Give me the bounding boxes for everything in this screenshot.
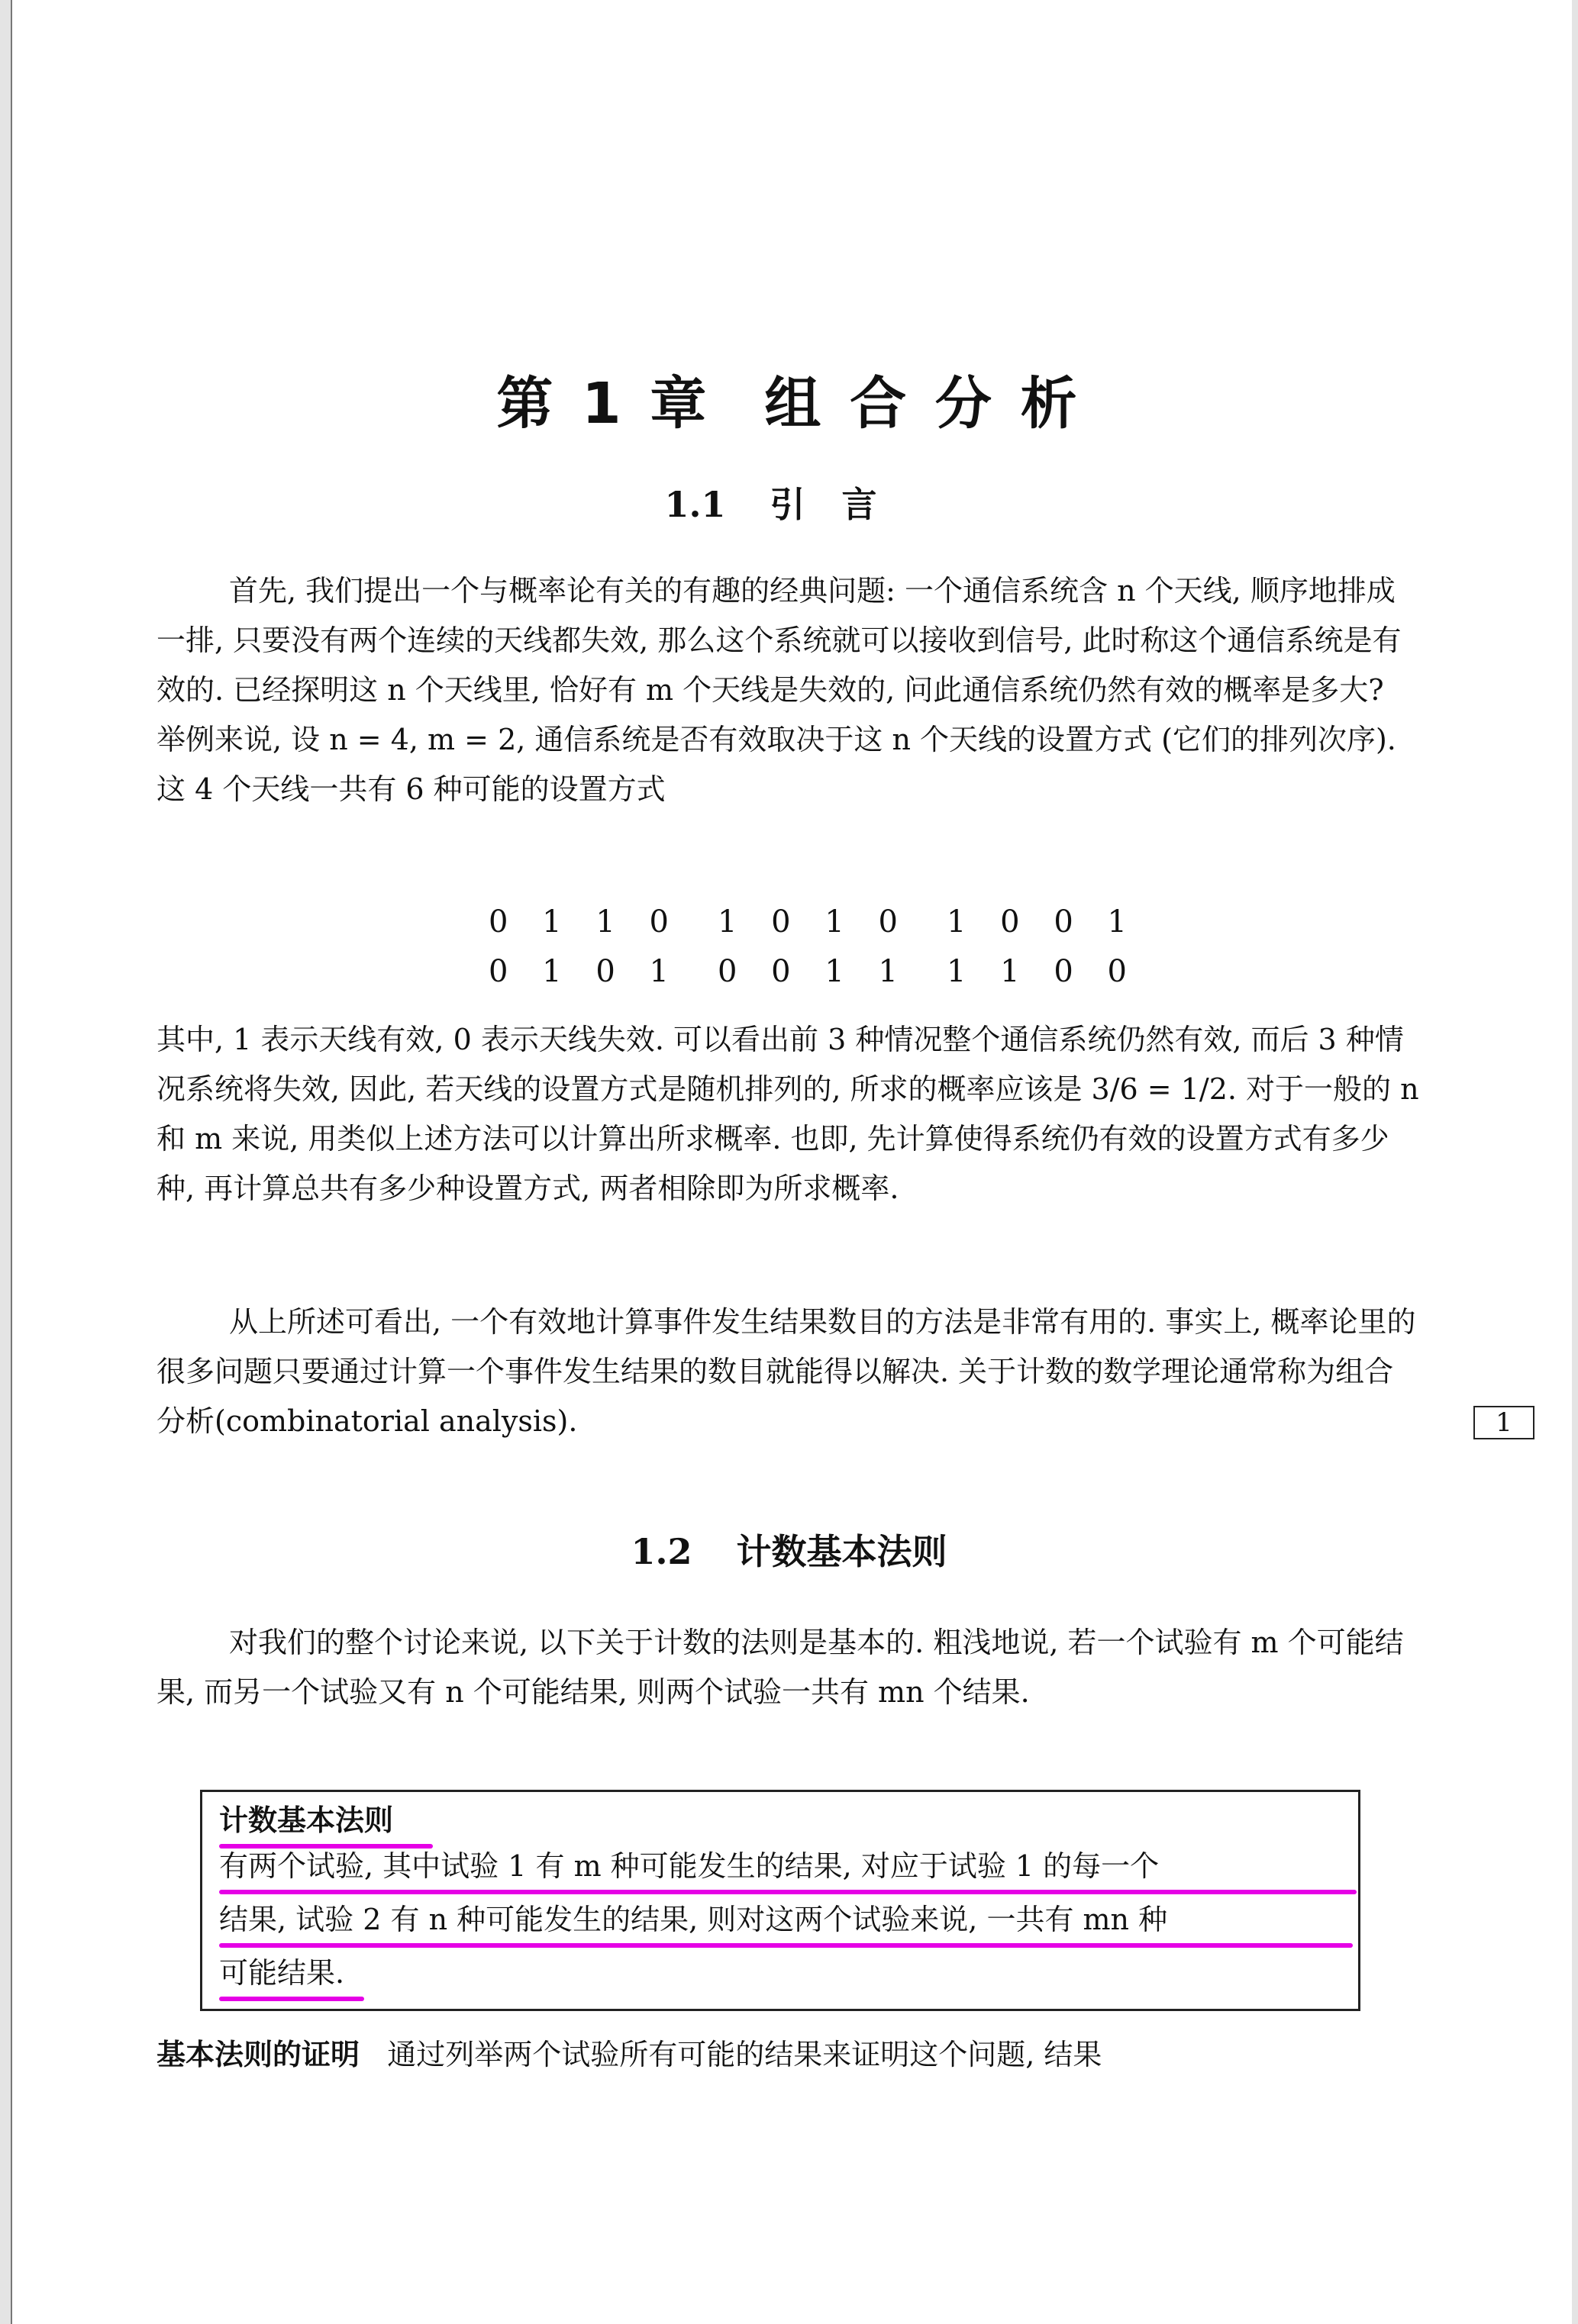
arrangement-cell: 1 0 1 0 — [718, 904, 910, 940]
theorem-line-text: 可能结果. — [219, 1956, 345, 1990]
chapter-name: 组 合 分 析 — [764, 371, 1082, 437]
theorem-line-text: 结果, 试验 2 有 n 种可能发生的结果, 则对这两个试验来说, 一共有 mn 种 — [219, 1903, 1168, 1936]
arrangement-row — [489, 946, 1176, 996]
section-1-1-heading — [0, 477, 1578, 527]
arrangement-row — [489, 897, 1176, 946]
theorem-line — [219, 1847, 1159, 1885]
proof-label: 基本法则的证明 — [157, 2038, 360, 2071]
highlight-underline — [219, 1997, 364, 2001]
arrangement-cell: 1 0 0 1 — [947, 904, 1139, 940]
arrangement-cell: 1 1 0 0 — [947, 953, 1139, 989]
combinatorics-paragraph: 从上所述可看出, 一个有效地计算事件发生结果数目的方法是非常有用的. 事实上, 概率论里的很多问题只要通过计算一个事件发生结果的数目就能得以解决. 关于计数的数学理论通常称为组合分析(combinatorial analysis). — [157, 1305, 1416, 1438]
theorem-title — [219, 1801, 393, 1839]
highlight-underline — [219, 1943, 1353, 1948]
counting-intro-paragraph: 对我们的整个讨论来说, 以下关于计数的法则是基本的. 粗浅地说, 若一个试验有 m 个可能结果, 而另一个试验又有 n 个可能结果, 则两个试验一共有 mn 个结果. — [157, 1626, 1404, 1709]
section-number: 1.1 — [664, 484, 726, 525]
scan-frame-left — [0, 0, 11, 2324]
arrangement-cell: 0 0 1 1 — [718, 953, 910, 989]
theorem-line — [219, 1900, 1167, 1939]
page-number: 1 — [1473, 1406, 1534, 1439]
arrangement-cell: 0 1 1 0 — [489, 904, 681, 940]
highlight-underline — [219, 1890, 1357, 1894]
theorem-line-text: 有两个试验, 其中试验 1 有 m 种可能发生的结果, 对应于试验 1 的每一个 — [219, 1849, 1160, 1883]
theorem-box — [200, 1790, 1360, 2011]
proof-paragraph — [157, 2030, 1420, 2080]
arrangement-cell: 0 1 0 1 — [489, 953, 681, 989]
theorem-title-text: 计数基本法则 — [219, 1803, 394, 1837]
page-edge — [11, 0, 12, 2324]
theorem-line — [219, 1954, 344, 1992]
chapter-title — [0, 359, 1578, 440]
section-1-2-heading — [0, 1524, 1578, 1575]
section-title: 引言 — [770, 484, 914, 525]
scan-frame-right — [1572, 0, 1578, 2324]
intro-paragraph: 首先, 我们提出一个与概率论有关的有趣的经典问题: 一个通信系统含 n 个天线, 顺序地排成一排, 只要没有两个连续的天线都失效, 那么这个系统就可以接收到信号, 此时称这个通信系统是有效的. 已经探明这 n 个天线里, 恰好有 m 个天线是失效的, 问此通信系统仍然有效的概率是多大? 举例来说, 设 n = 4, m = 2, 通信系统是否有效取决于这 n 个天线的设置方式 (它们的排列次序). 这 4 个天线一共有 6 种可能的设置方式 — [157, 574, 1402, 806]
chapter-number: 第 1 章 — [496, 371, 712, 437]
explanation-paragraph: 其中, 1 表示天线有效, 0 表示天线失效. 可以看出前 3 种情况整个通信系统仍然有效, 而后 3 种情况系统将失效, 因此, 若天线的设置方式是随机排列的, 所求的概率应该是 3/6 = 1/2. 对于一般的 n 和 m 来说, 用类似上述方法可以计算出所求概率. 也即, 先计算使得系统仍有效的设置方式有多少种, 再计算总共有多少种设置方式, 两者相除即为所求概率. — [157, 1023, 1419, 1205]
section-title: 计数基本法则 — [736, 1531, 947, 1572]
section-number: 1.2 — [631, 1531, 692, 1572]
arrangement-table — [489, 897, 1176, 996]
proof-text: 通过列举两个试验所有可能的结果来证明这个问题, 结果 — [387, 2038, 1102, 2071]
